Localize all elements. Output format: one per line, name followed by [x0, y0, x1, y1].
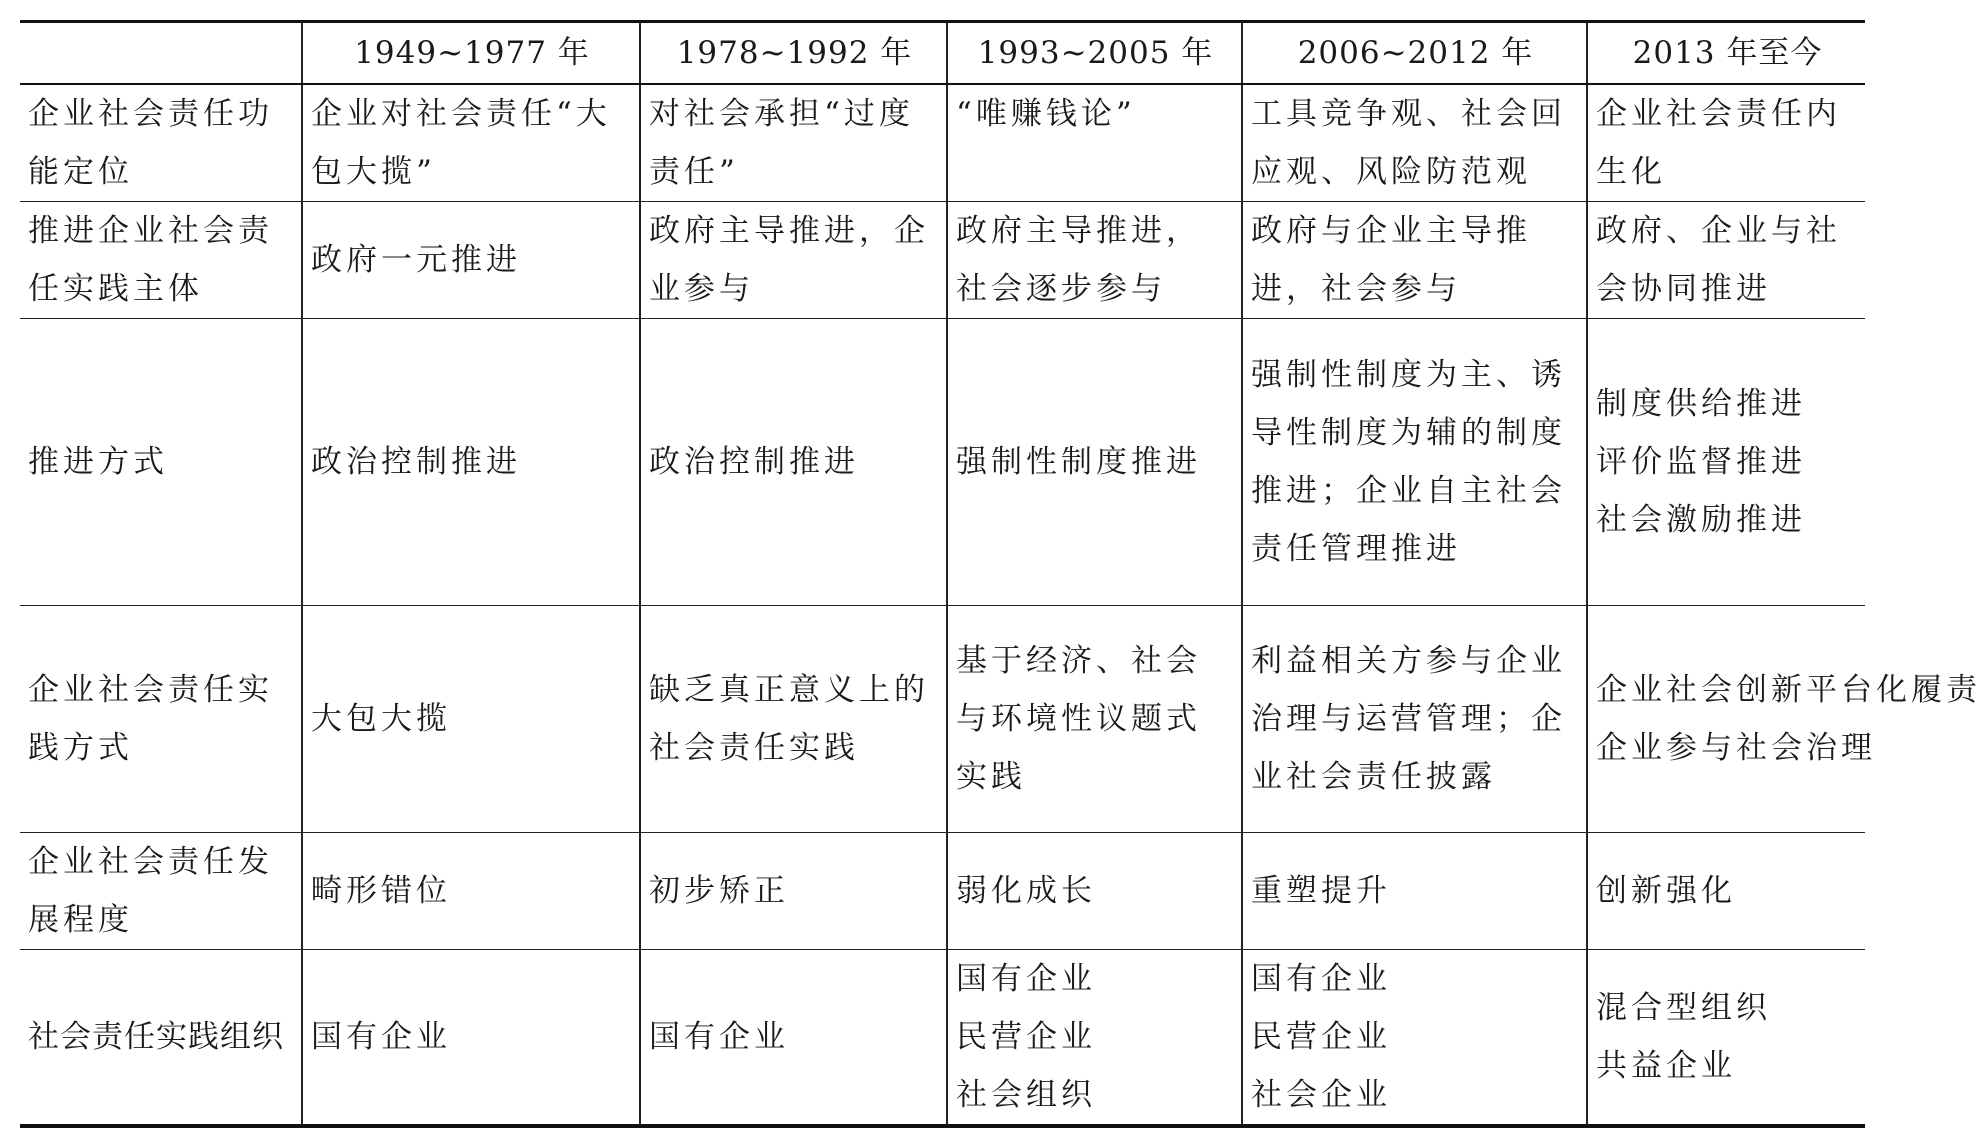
- cell-line: 社会企业: [1251, 1077, 1391, 1113]
- table-cell: 政府主导推进，社会逐步参与: [947, 202, 1242, 319]
- table-cell: 企业社会责任内生化: [1587, 84, 1865, 202]
- cell-line: 共益企业: [1596, 1048, 1736, 1084]
- table-cell: 初步矫正: [640, 833, 947, 950]
- table-cell: 国有企业: [302, 950, 640, 1127]
- cell-line: 混合型组织: [1596, 990, 1771, 1026]
- cell-line: 企业参与社会治理: [1596, 730, 1876, 766]
- table-cell: 利益相关方参与企业治理与运营管理；企业社会责任披露: [1242, 606, 1587, 833]
- table-cell: 国有企业: [640, 950, 947, 1127]
- cell-line: 评价监督推进: [1596, 444, 1806, 480]
- table-row: [20, 833, 1865, 950]
- cell-line: 国有企业: [956, 961, 1096, 997]
- header-corner: [20, 22, 302, 85]
- cell-line: 制度供给推进: [1596, 386, 1806, 422]
- table-cell: [1587, 606, 1981, 833]
- table-cell: 强制性制度推进: [947, 319, 1242, 606]
- cell-line: 社会组织: [956, 1077, 1096, 1113]
- header-period-2006-2012: 2006~2012 年: [1242, 22, 1587, 85]
- header-row: [20, 22, 1865, 85]
- table-cell: 重塑提升: [1242, 833, 1587, 950]
- row-label: 企业社会责任功能定位: [20, 84, 302, 202]
- table-row: [20, 202, 1865, 319]
- table-cell: 政府主导推进，企业参与: [640, 202, 947, 319]
- table-cell: 基于经济、社会与环境性议题式实践: [947, 606, 1242, 833]
- cell-line: 民营企业: [956, 1019, 1096, 1055]
- row-label: 推进企业社会责任实践主体: [20, 202, 302, 319]
- table-cell: 对社会承担“过度责任”: [640, 84, 947, 202]
- table-cell: 工具竞争观、社会回应观、风险防范观: [1242, 84, 1587, 202]
- cell-line: 民营企业: [1251, 1019, 1391, 1055]
- table-row: [20, 950, 1865, 1127]
- header-period-1993-2005: 1993~2005 年: [947, 22, 1242, 85]
- row-label: 企业社会责任发展程度: [20, 833, 302, 950]
- header-period-2013-now: 2013 年至今: [1587, 22, 1865, 85]
- cell-line: 国有企业: [1251, 961, 1391, 997]
- table-cell: [1242, 950, 1587, 1127]
- table-cell: 企业对社会责任“大包大揽”: [302, 84, 640, 202]
- cell-line: 企业社会创新平台化履责: [1596, 672, 1981, 708]
- header-period-1949-1977: 1949~1977 年: [302, 22, 640, 85]
- table-cell: 政治控制推进: [640, 319, 947, 606]
- table-cell: 缺乏真正意义上的社会责任实践: [640, 606, 947, 833]
- cell-line: 社会激励推进: [1596, 502, 1806, 538]
- header-period-1978-1992: 1978~1992 年: [640, 22, 947, 85]
- row-label: 推进方式: [20, 319, 302, 606]
- table-row: [20, 84, 1865, 202]
- row-label: 企业社会责任实践方式: [20, 606, 302, 833]
- table-cell: [1587, 319, 1865, 606]
- table-cell: 政治控制推进: [302, 319, 640, 606]
- table-cell: 政府与企业主导推进，社会参与: [1242, 202, 1587, 319]
- table-row: [20, 606, 1865, 833]
- table-cell: 强制性制度为主、诱导性制度为辅的制度推进；企业自主社会责任管理推进: [1242, 319, 1587, 606]
- table-cell: 政府一元推进: [302, 202, 640, 319]
- responsibility-comparison-table: [20, 20, 1981, 1128]
- table-cell: 大包大揽: [302, 606, 640, 833]
- table-cell: “唯赚钱论”: [947, 84, 1242, 202]
- table-cell: [1587, 950, 1865, 1127]
- row-label: 社会责任实践组织: [20, 950, 302, 1127]
- table-cell: 畸形错位: [302, 833, 640, 950]
- table-row: [20, 319, 1865, 606]
- table-cell: 创新强化: [1587, 833, 1865, 950]
- table-cell: 弱化成长: [947, 833, 1242, 950]
- table-cell: 政府、企业与社会协同推进: [1587, 202, 1865, 319]
- table-cell: [947, 950, 1242, 1127]
